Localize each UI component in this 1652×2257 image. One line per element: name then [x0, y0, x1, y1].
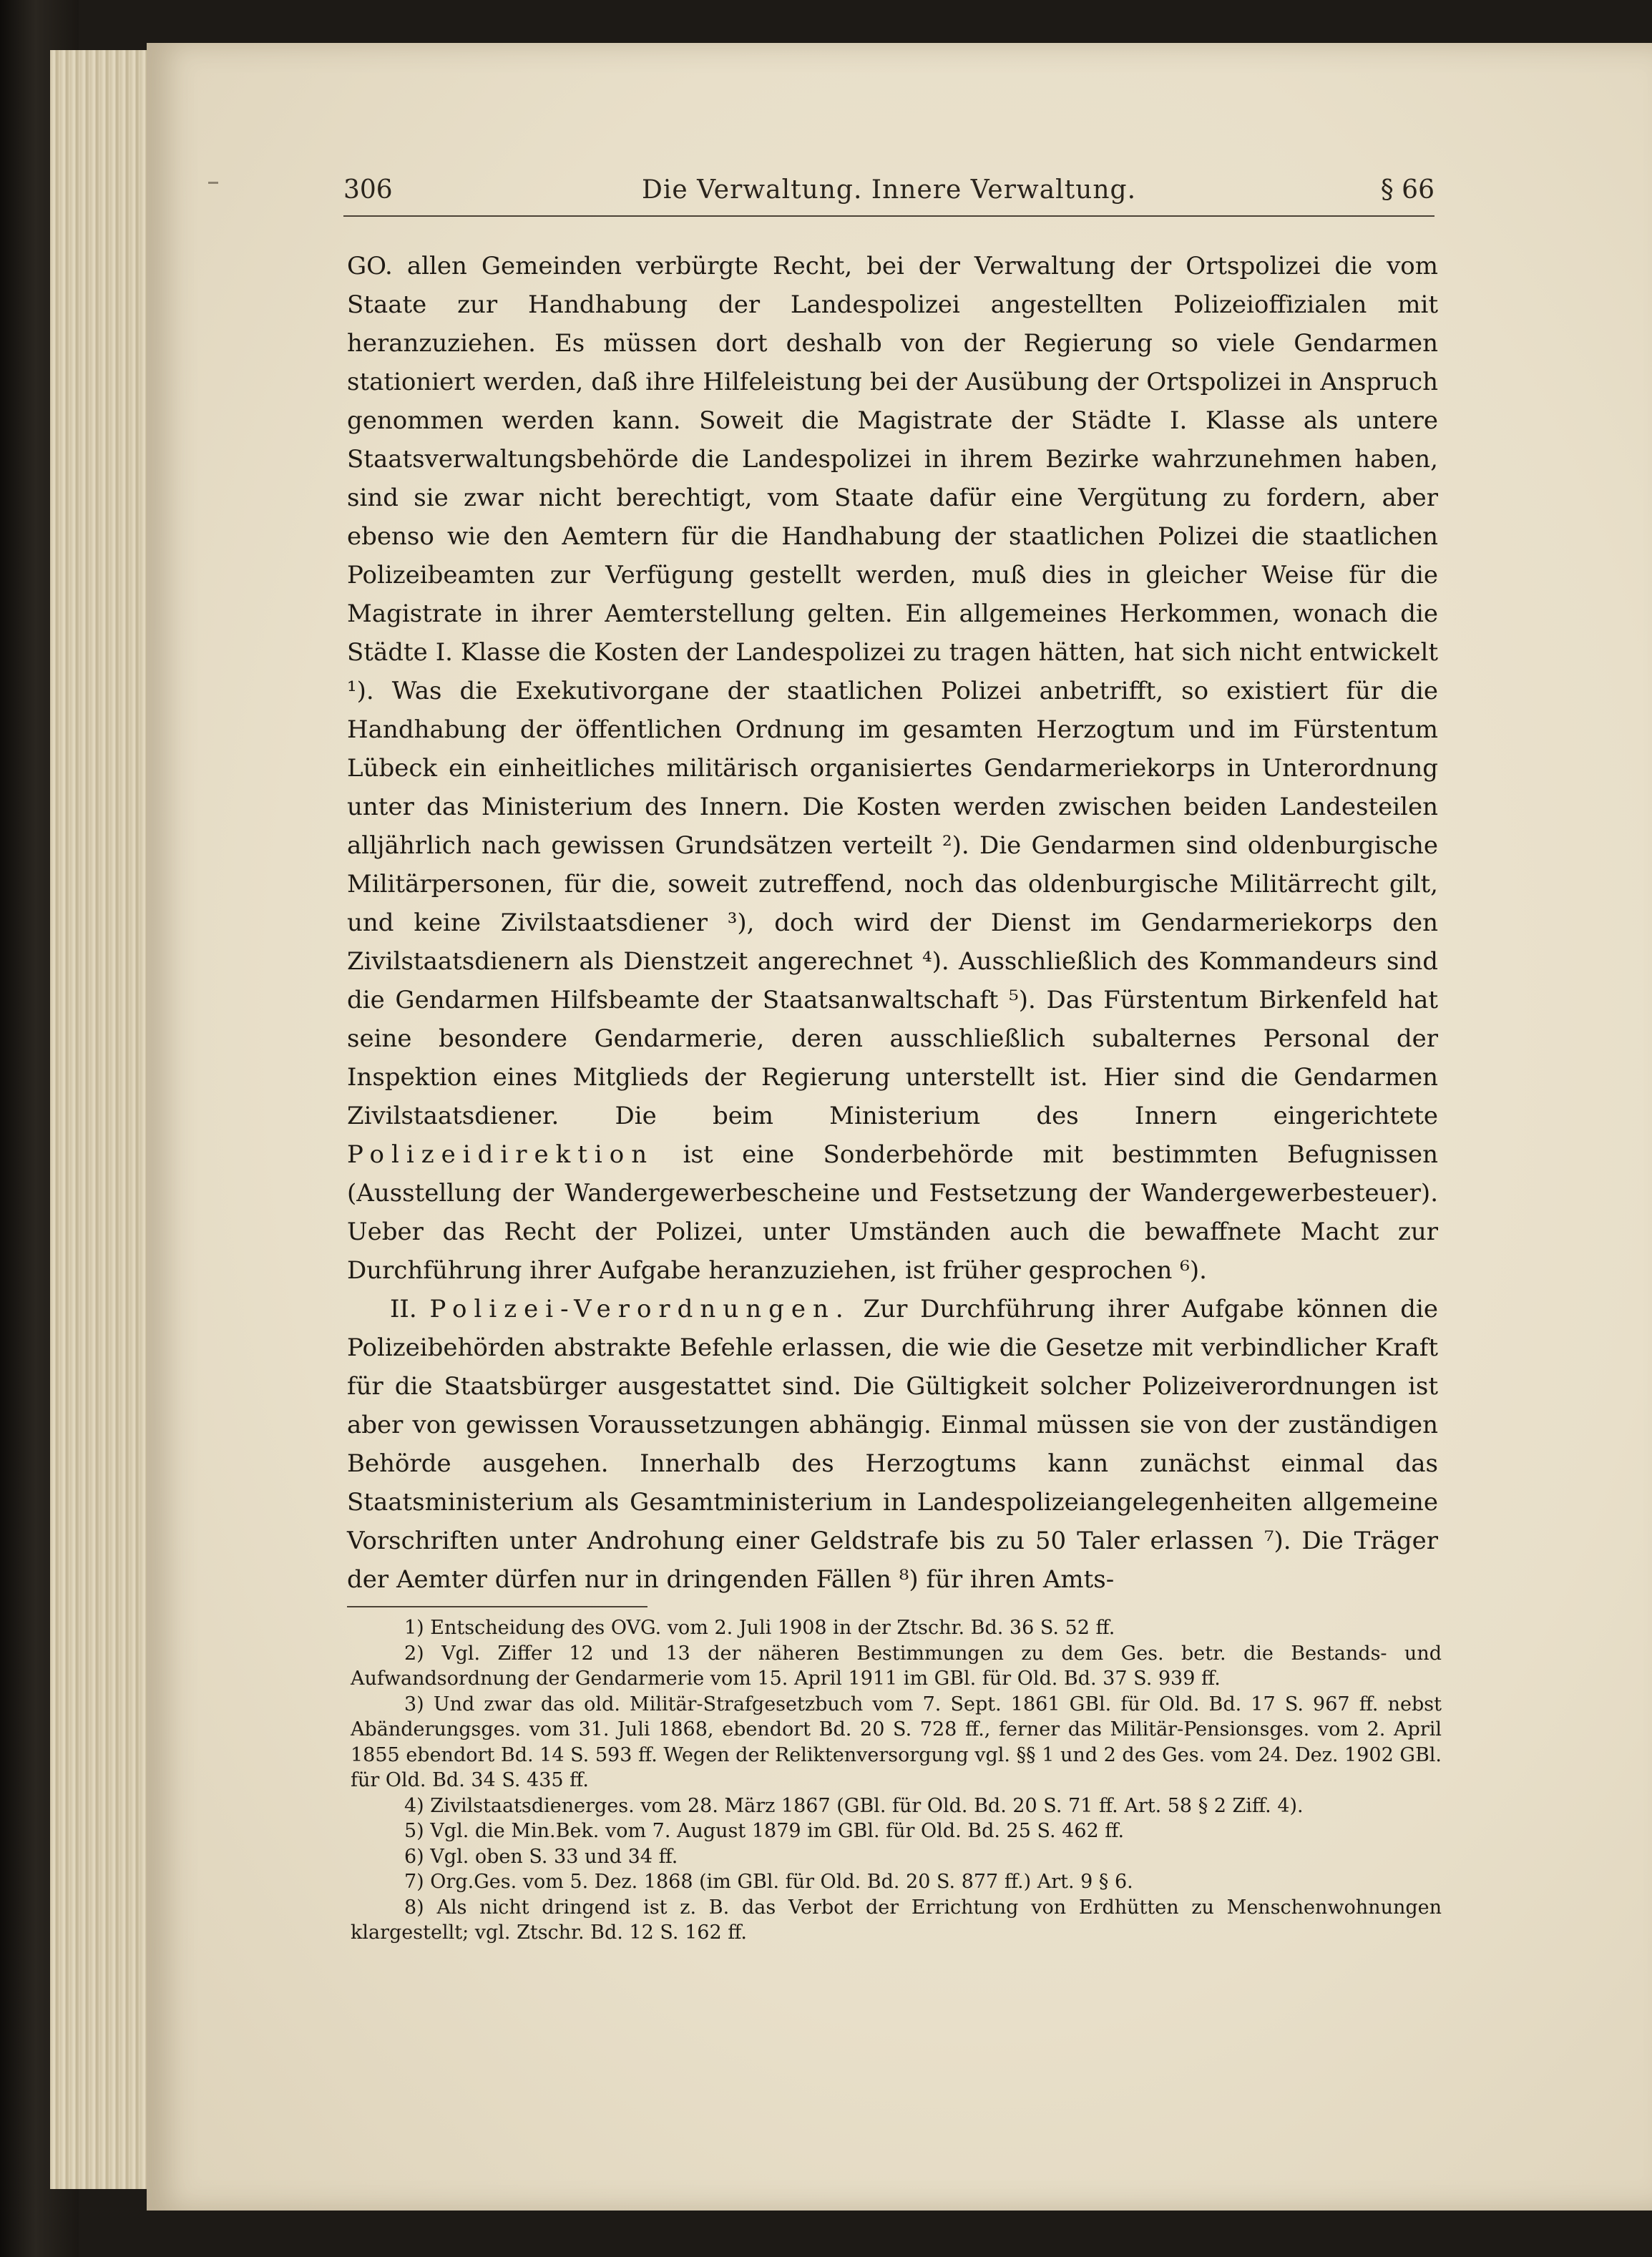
page-header: [343, 175, 1434, 218]
footnote: 2) Vgl. Ziffer 12 und 13 der näheren Bestimmungen zu dem Ges. betr. die Bestands- und Aufwandsordnung der Gendarmerie vom 15. April 1911 im GBl. für Old. Bd. 37 S. 939 ff.: [351, 1642, 1442, 1690]
footnote: 7) Org.Ges. vom 5. Dez. 1868 (im GBl. für Old. Bd. 20 S. 877 ff.) Art. 9 § 6.: [404, 1871, 1133, 1893]
section-number: § 66: [1380, 175, 1434, 205]
paragraph-1-text: GO. allen Gemeinden verbürgte Recht, bei der Verwaltung der Ortspolizei die vom Staate zur Handhabung der Landespolizei angestellten Polizeioffizialen mit heranzuziehen. Es müssen dort deshalb von der Regierung so viele Gendarmen stationiert werden, daß ihre Hilfeleistung bei der Ausübung der Ortspolizei in Anspruch genommen werden kann. Soweit die Magistrate der Städte I. Klasse als untere Staatsverwaltungsbehörde die Landespolizei in ihrem Bezirke wahrzunehmen haben, sind sie zwar nicht berechtigt, vom Staate dafür eine Vergütung zu fordern, aber ebenso wie den Aemtern für die Handhabung der staatlichen Polizei die staatlichen Polizeibeamten zur Verfügung gestellt werden, muß dies in gleicher Weise für die Magistrate in ihrer Aemterstellung gelten. Ein allgemeines Herkommen, wonach die Städte I. Klasse die Kosten der Landespolizei zu tragen hätten, hat sich nicht entwickelt ¹). Was die Exekutivorgane der staatlichen Polizei anbetrifft, so existiert für die Handhabung der öffentlichen Ordnung im gesamten Herzogtum und im Fürstentum Lübeck ein einheitliches militärisch organisiertes Gendarmeriekorps in Unterordnung unter das Ministerium des Innern. Die Kosten werden zwischen beiden Landesteilen alljährlich nach gewissen Grundsätzen verteilt ²). Die Gendarmen sind oldenburgische Militärpersonen, für die, soweit zutreffend, noch das oldenburgische Militärrecht gilt, und keine Zivilstaatsdiener ³), doch wird der Dienst im Gendarmeriekorps den Zivilstaatsdienern als Dienstzeit angerechnet ⁴). Ausschließlich des Kommandeurs sind die Gendarmen Hilfsbeamte der Staatsanwaltschaft ⁵). Das Fürstentum Birkenfeld hat seine besondere Gendarmerie, deren ausschließlich subalternes Personal der Inspektion eines Mitglieds der Regierung unterstellt ist. Hier sind die Gendarmen Zivilstaatsdiener. Die beim Ministerium des Innern eingerichtete: [347, 252, 1438, 1130]
running-title: Die Verwaltung. Innere Verwaltung.: [641, 175, 1137, 205]
paragraph-2-text: Zur Durchführung ihrer Aufgabe können die Polizeibehörden abstrakte Befehle erlassen, die wie die Gesetze mit verbindlicher Kraft für die Staatsbürger ausgestattet sind. Die Gültigkeit solcher Polizeiverordnungen ist aber von gewissen Voraussetzungen abhängig. Einmal müssen sie von der zuständigen Behörde ausgehen. Innerhalb des Herzogtums kann zunächst einmal das Staatsministerium als Gesamtministerium in Landespolizeiangelegenheiten allgemeine Vorschriften unter Androhung einer Geldstrafe bis zu 50 Taler erlassen ⁷). Die Träger der Aemter dürfen nur in dringenden Fällen ⁸) für ihren Amts-: [347, 1295, 1438, 1594]
paragraph-1: [347, 247, 1438, 1290]
paragraph-2-number: II.: [390, 1295, 417, 1323]
spaced-term: Polizeidirektion: [347, 1140, 655, 1169]
header-rule: [343, 215, 1434, 217]
footnote: 1) Entscheidung des OVG. vom 2. Juli 1908 in der Ztschr. Bd. 36 S. 52 ff.: [404, 1617, 1115, 1639]
footnotes: [351, 1615, 1442, 1946]
paragraph-1-end: ist eine Sonderbehörde mit bestimmten Befugnissen (Ausstellung der Wandergewerbescheine und Festsetzung der Wandergewerbesteuer). Ueber das Recht der Polizei, unter Umständen auch die bewaffnete Macht zur Durchführung ihrer Aufgabe heranzuziehen, ist früher gesprochen ⁶).: [347, 1140, 1438, 1285]
footnote-rule: [347, 1606, 647, 1607]
page-number: 306: [343, 175, 393, 205]
footnote: 6) Vgl. oben S. 33 und 34 ff.: [404, 1845, 678, 1868]
paragraph-2-heading: Polizei-Verordnungen.: [429, 1295, 851, 1323]
main-text: [347, 247, 1438, 1599]
footnote: 8) Als nicht dringend ist z. B. das Verbot der Errichtung von Erdhütten zu Menschenwohnungen klargestellt; vgl. Ztschr. Bd. 12 S. 162 ff.: [351, 1896, 1442, 1944]
footnote: 4) Zivilstaatsdienerges. vom 28. März 1867 (GBl. für Old. Bd. 20 S. 71 ff. Art. 58 § 2 Ziff. 4).: [404, 1794, 1304, 1817]
footnote: 3) Und zwar das old. Militär-Strafgesetzbuch vom 7. Sept. 1861 GBl. für Old. Bd. 17 S. 967 ff. nebst Abänderungsges. vom 31. Juli 1868, ebendort Bd. 20 S. 728 ff., ferner das Militär-Pensionsges. vom 2. April 1855 ebendort Bd. 14 S. 593 ff. Wegen der Reliktenversorgung vgl. §§ 1 und 2 des Ges. vom 24. Dez. 1902 GBl. für Old. Bd. 34 S. 435 ff.: [351, 1693, 1442, 1791]
footnote: 5) Vgl. die Min.Bek. vom 7. August 1879 im GBl. für Old. Bd. 25 S. 462 ff.: [404, 1820, 1125, 1842]
paragraph-2: [347, 1290, 1438, 1599]
gutter-mark: [208, 182, 218, 184]
